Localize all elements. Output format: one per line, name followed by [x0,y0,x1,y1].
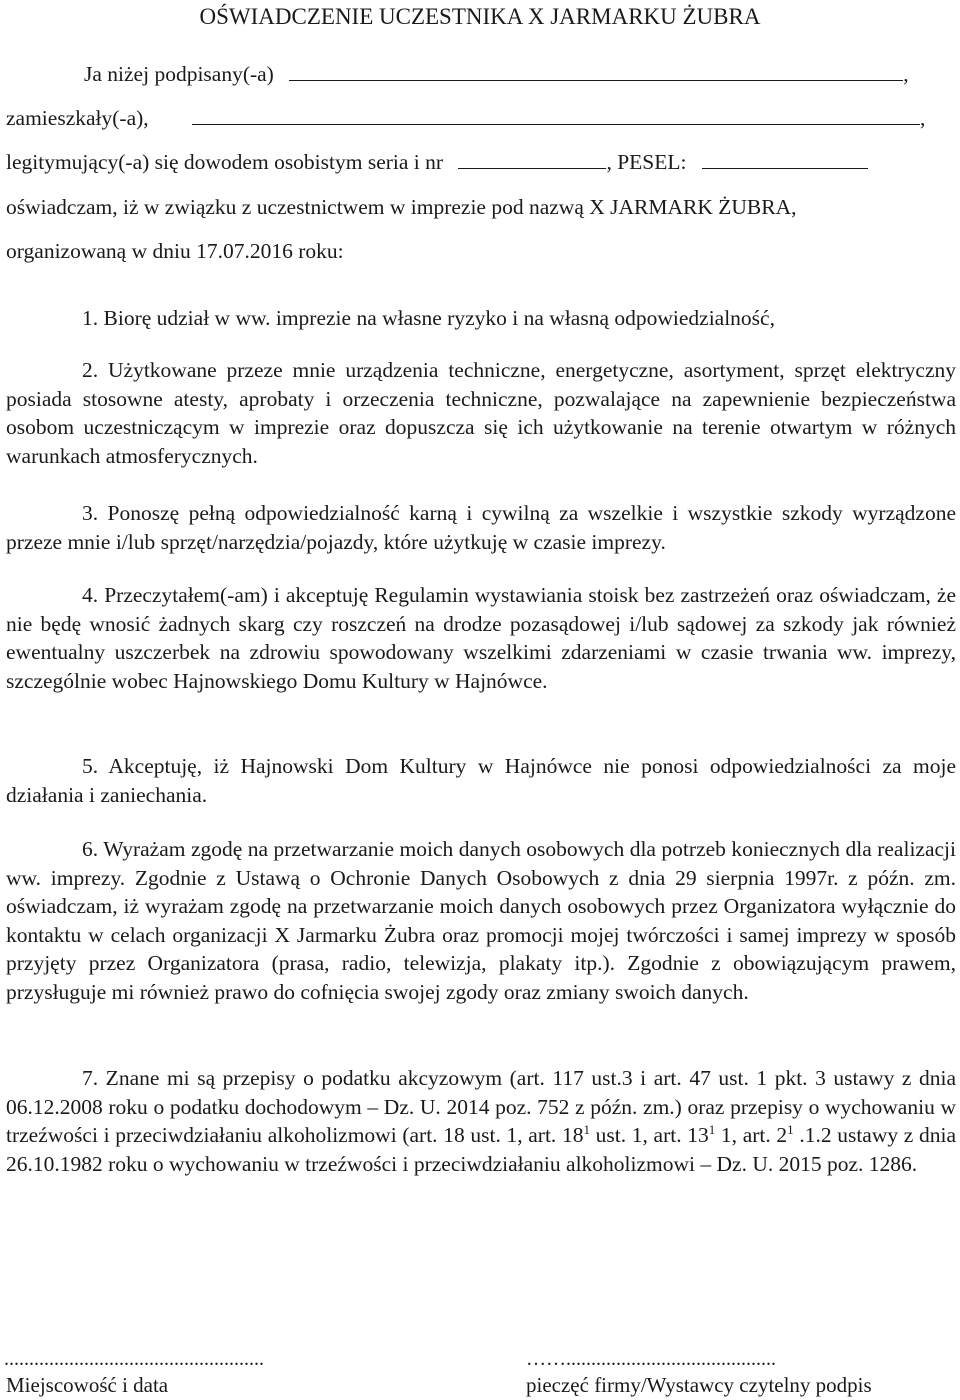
signature-field[interactable]: …….......................................... [526,1348,776,1370]
point-6: 6. Wyrażam zgodę na przetwarzanie moich danych osobowych dla potrzeb koniecznych dla realizacji ww. imprezy. Zgodnie z Ustawą o Ochronie Danych Osobowych z dnia 29 sierpnia 1997r. z późn. zm. oświadczam, iż wyrażam zgodę na przetwarzanie moich danych osobowych przez Organizatora wyłącznie do kontaktu w celach organizacji X Jarmarku Żubra oraz promocji mojej twórczości i samej imprezy w sposób przyjęty przez Organizatora (prasa, radio, telewizja, plakaty itp.). Zgodnie z obowiązującym prawem, przysługuje mi również prawo do cofnięcia swojej zgody oraz zmiany swoich danych. [6,837,956,1004]
superscript: 1 [583,1122,590,1138]
name-label: Ja niżej podpisany(-a) [84,62,274,86]
point-4: 4. Przeczytałem(-am) i akceptuję Regulamin wystawiania stoisk bez zastrzeżeń oraz oświadczam, że nie będę wnosić żadnych skarg czy roszczeń na drodze pozasądowej i/lub sądowej za szkody jak również ewentualny uszczerbek na zdrowiu spowodowany wszelkimi zdarzeniami w czasie trwania ww. imprezy, szczególnie wobec Hajnowskiego Domu Kultury w Hajnówce. [6,583,956,693]
address-field[interactable] [192,104,920,125]
point-7-text-a: 7. Znane mi są przepisy o podatku akcyzowym (art. 117 ust.3 i art. 47 ust. 1 pkt. 3 ustawy z dnia 06.12.2008 roku o podatku dochodowym – Dz. U. 2014 poz. 752 z późn. zm.) oraz przepisy o wychowaniu w trzeźwości i przeciwdziałaniu alkoholizmowi (art. 18 ust. 1, art. 18 [6,1066,956,1148]
place-date-field[interactable]: .................................................... [4,1348,264,1370]
pesel-field[interactable] [702,148,868,169]
id-number-field[interactable] [458,148,606,169]
point-7-text-b: ust. 1, art. 13 [589,1123,709,1148]
superscript: 1 [787,1122,794,1138]
point-3: 3. Ponoszę pełną odpowiedzialność karną i cywilną za wszelkie i wszystkie szkody wyrządzone przeze mnie i/lub sprzęt/narzędzia/pojazdy, które użytkuję w czasie imprezy. [6,501,956,554]
name-line [6,60,956,88]
point-2: 2. Użytkowane przeze mnie urządzenia techniczne, energetyczne, asortyment, sprzęt elektryczny posiada stosowne atesty, aprobaty i orzeczenia techniczne, pozwalające na zapewnienie bezpieczeństwa osobom uczestniczącym w imprezie oraz dopuszcza się ich użytkowanie na terenie otwartym w różnych warunkach atmosferycznych. [6,358,956,468]
signature-label: pieczęć firmy/Wystawcy czytelny podpis [526,1373,872,1397]
point-5: 5. Akceptuję, iż Hajnowski Dom Kultury w Hajnówce nie ponosi odpowiedzialności za moje działania i zaniechania. [6,754,956,807]
id-label: legitymujący(-a) się dowodem osobistym seria i nr [6,150,444,174]
address-label: zamieszkały(-a), [6,106,149,130]
point-7-text-d: .1.2 ustawy z dnia 26.10.1982 roku o wychowaniu w trzeźwości i przeciwdziałaniu alkoholizmowi – Dz. U. 2015 poz. 1286. [6,1123,956,1176]
document-title: OŚWIADCZENIE UCZESTNIKA X JARMARKU ŻUBRA [199,4,761,29]
id-line [6,148,956,176]
statement-date-line: organizowaną w dniu 17.07.2016 roku: [6,239,344,263]
address-line [6,104,956,132]
point-7-text-c: 1, art. 2 [715,1123,788,1148]
statement-intro: oświadczam, iż w związku z uczestnictwem w imprezie pod nazwą X JARMARK ŻUBRA, [6,195,797,219]
superscript: 1 [708,1122,716,1138]
pesel-label: , PESEL: [606,150,687,174]
place-date-label: Miejscowość i data [6,1373,169,1397]
name-comma: , [903,62,909,86]
point-1: 1. Biorę udział w ww. imprezie na własne ryzyko i na własną odpowiedzialność, [82,306,775,330]
point-7 [6,1064,956,1178]
address-comma: , [920,106,926,130]
name-field[interactable] [289,60,903,81]
